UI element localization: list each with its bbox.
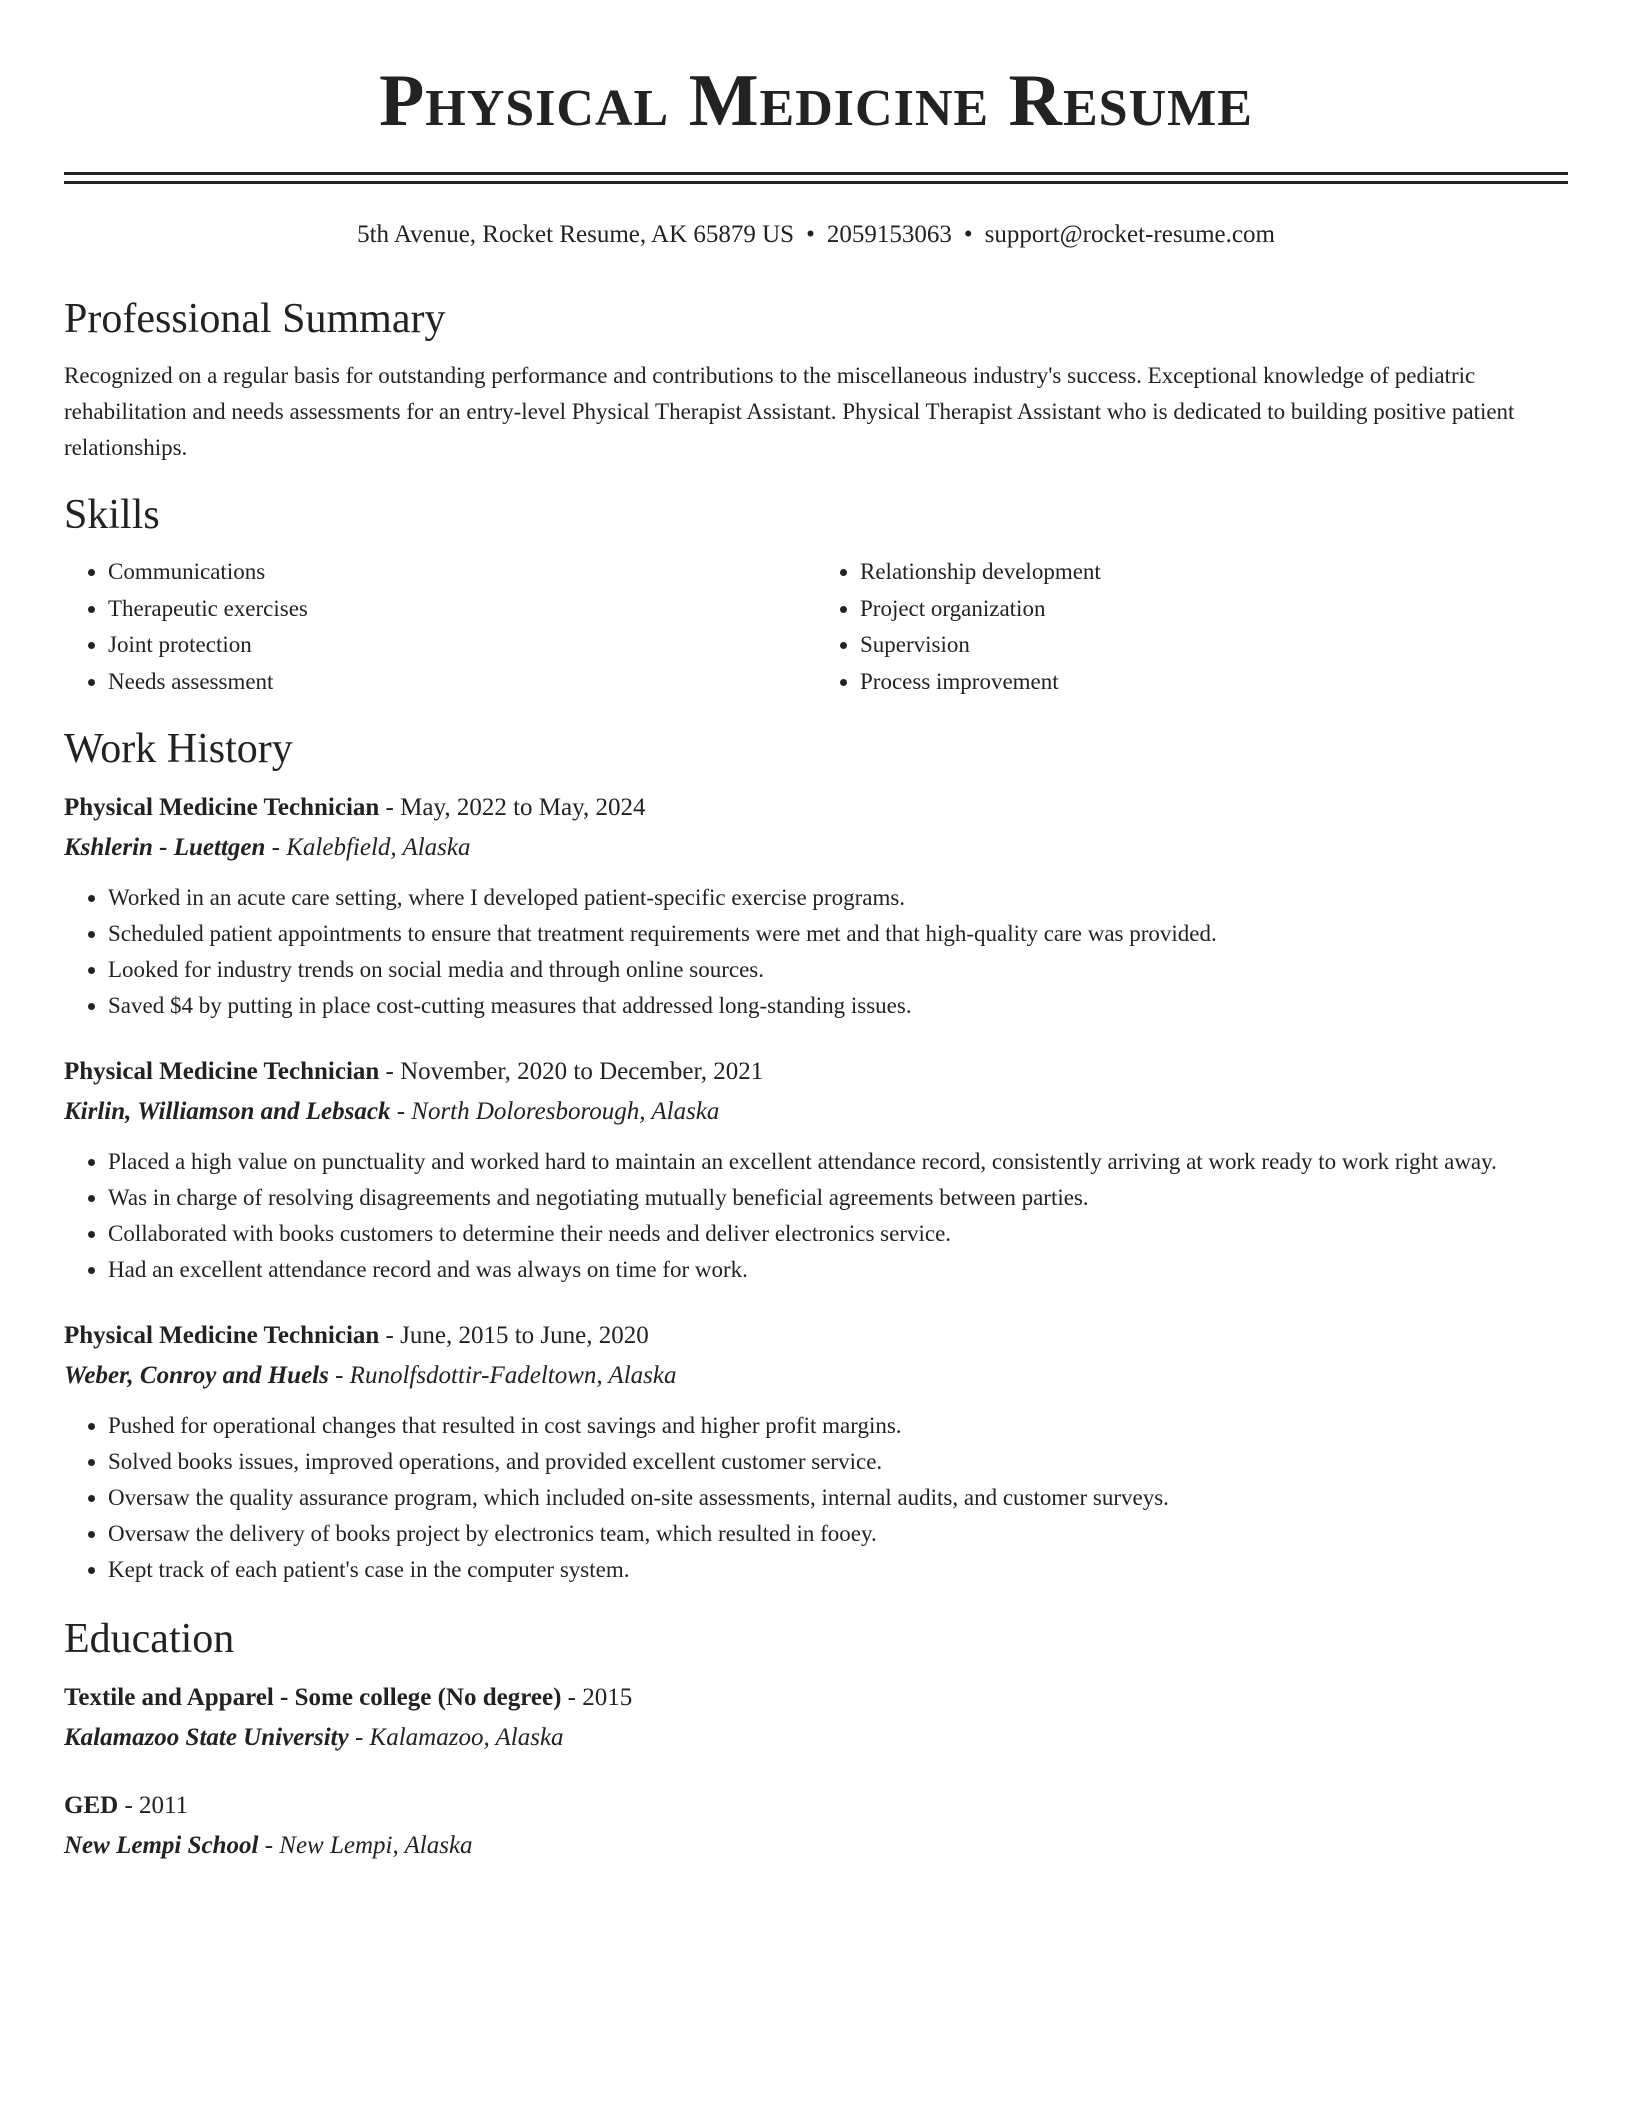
- job-company-line: [64, 828, 1568, 868]
- job-dates: - May, 2022 to May, 2024: [385, 794, 646, 821]
- skill-item: • Therapeutic exercises: [108, 591, 816, 628]
- job-duties: [64, 1408, 1568, 1588]
- education-school: New Lempi School: [64, 1832, 259, 1859]
- education-entry: [64, 1678, 1568, 1758]
- job-title: Physical Medicine Technician: [64, 794, 380, 821]
- skill-item: • Process improvement: [860, 664, 1568, 701]
- skill-item: • Project organization: [860, 591, 1568, 628]
- contact-separator: •: [963, 221, 973, 248]
- job-location: - Runolfsdottir-Fadeltown, Alaska: [335, 1362, 677, 1389]
- contact-line: [64, 220, 1568, 250]
- duty-item: • Oversaw the quality assurance program, which included on-site assessments, internal audits, and customer surveys.: [108, 1480, 1568, 1516]
- education-year: - 2011: [124, 1792, 189, 1819]
- job-title-line: [64, 788, 1568, 828]
- summary-heading: Professional Summary: [64, 296, 446, 342]
- education-entry: [64, 1786, 1568, 1866]
- duty-item: • Collaborated with books customers to determine their needs and deliver electronics service.: [108, 1216, 1568, 1252]
- duty-item: • Pushed for operational changes that resulted in cost savings and higher profit margins.: [108, 1408, 1568, 1444]
- job-entry: [64, 788, 1568, 1024]
- education-year: - 2015: [567, 1684, 633, 1711]
- skills-list: [64, 554, 1568, 700]
- education-degree-line: [64, 1678, 1568, 1718]
- job-title-line: [64, 1316, 1568, 1356]
- skill-item: • Joint protection: [108, 627, 816, 664]
- duty-item: • Placed a high value on punctuality and worked hard to maintain an excellent attendance record, consistently arriving at work ready to work right away.: [108, 1144, 1568, 1180]
- skill-item: • Needs assessment: [108, 664, 816, 701]
- education-degree-line: [64, 1786, 1568, 1826]
- contact-email: support@rocket-resume.com: [984, 221, 1275, 248]
- education-location: - New Lempi, Alaska: [264, 1832, 473, 1859]
- job-company: Kshlerin - Luettgen: [64, 834, 266, 861]
- skill-item: • Supervision: [860, 627, 1568, 664]
- duty-item: • Looked for industry trends on social media and through online sources.: [108, 952, 1568, 988]
- job-dates: - November, 2020 to December, 2021: [385, 1058, 764, 1085]
- job-entry: [64, 1052, 1568, 1288]
- duty-item: • Solved books issues, improved operations, and provided excellent customer service.: [108, 1444, 1568, 1480]
- duty-item: • Scheduled patient appointments to ensure that treatment requirements were met and that high-quality care was provided.: [108, 916, 1568, 952]
- duty-item: • Worked in an acute care setting, where I developed patient-specific exercise programs.: [108, 880, 1568, 916]
- education-school: Kalamazoo State University: [64, 1724, 349, 1751]
- skill-item: • Communications: [108, 554, 816, 591]
- duty-item: • Saved $4 by putting in place cost-cutting measures that addressed long-standing issues.: [108, 988, 1568, 1024]
- contact-separator: •: [806, 221, 815, 248]
- duty-item: • Kept track of each patient's case in the computer system.: [108, 1552, 1568, 1588]
- education-school-line: [64, 1826, 1568, 1866]
- job-duties: [64, 880, 1568, 1024]
- duty-item: • Was in charge of resolving disagreements and negotiating mutually beneficial agreements between parties.: [108, 1180, 1568, 1216]
- skill-item: • Relationship development: [860, 554, 1568, 591]
- header-rule-top: [64, 172, 1568, 175]
- job-entry: [64, 1316, 1568, 1588]
- header-rule-bottom: [64, 181, 1568, 184]
- summary-text: Recognized on a regular basis for outstanding performance and contributions to the miscellaneous industry's success. Exceptional knowledge of pediatric rehabilitation and needs assessments for an entry-level Physical Therapist Assistant. Physical Therapist Assistant who is dedicated to building positive patient relationships.: [64, 363, 1515, 460]
- education-degree: Textile and Apparel - Some college (No degree): [64, 1684, 562, 1711]
- job-title: Physical Medicine Technician: [64, 1322, 380, 1349]
- skills-column-right: [816, 554, 1568, 700]
- resume-title: Physical Medicine Resume: [379, 60, 1253, 142]
- job-company: Weber, Conroy and Huels: [64, 1362, 329, 1389]
- job-dates: - June, 2015 to June, 2020: [385, 1322, 649, 1349]
- job-title-line: [64, 1052, 1568, 1092]
- duty-item: • Had an excellent attendance record and was always on time for work.: [108, 1252, 1568, 1288]
- skills-column-left: [64, 554, 816, 700]
- education-heading: Education: [64, 1616, 235, 1662]
- contact-phone: 2059153063: [826, 221, 952, 248]
- job-duties: [64, 1144, 1568, 1288]
- education-school-line: [64, 1718, 1568, 1758]
- education-location: - Kalamazoo, Alaska: [354, 1724, 564, 1751]
- education-degree: GED: [64, 1792, 119, 1819]
- work-history-heading: Work History: [64, 726, 293, 772]
- contact-address: 5th Avenue, Rocket Resume, AK 65879 US: [357, 221, 795, 248]
- job-location: - North Doloresborough, Alaska: [396, 1098, 720, 1125]
- job-location: - Kalebfield, Alaska: [271, 834, 471, 861]
- job-company-line: [64, 1356, 1568, 1396]
- job-company-line: [64, 1092, 1568, 1132]
- job-company: Kirlin, Williamson and Lebsack: [64, 1098, 391, 1125]
- duty-item: • Oversaw the delivery of books project by electronics team, which resulted in fooey.: [108, 1516, 1568, 1552]
- skills-heading: Skills: [64, 492, 160, 538]
- job-title: Physical Medicine Technician: [64, 1058, 380, 1085]
